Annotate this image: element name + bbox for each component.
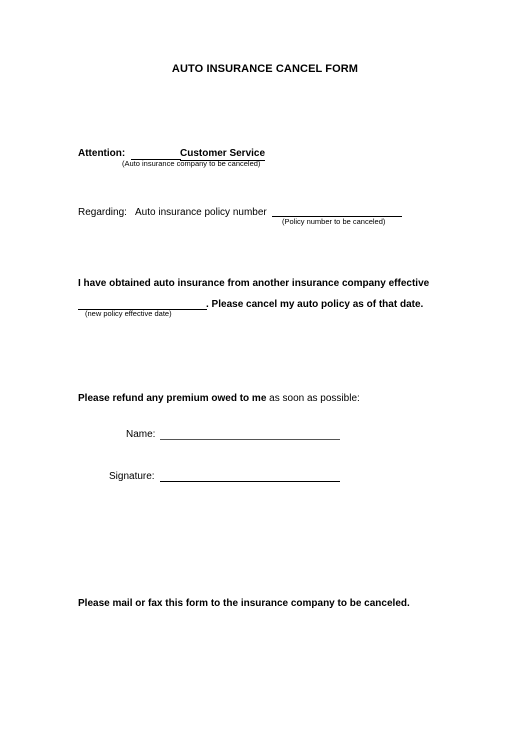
signature-label: Signature: bbox=[109, 471, 155, 482]
name-line[interactable] bbox=[160, 439, 340, 440]
refund-bold: Please refund any premium owed to me bbox=[78, 393, 267, 404]
regarding-text: Auto insurance policy number bbox=[135, 207, 267, 218]
attention-label: Attention: bbox=[78, 148, 126, 159]
effective-hint: (new policy effective date) bbox=[85, 309, 172, 318]
effective-statement: I have obtained auto insurance from another insurance company effective bbox=[78, 278, 430, 289]
policy-hint: (Policy number to be canceled) bbox=[282, 217, 386, 226]
name-label: Name: bbox=[126, 429, 156, 440]
attention-hint: (Auto insurance company to be canceled) bbox=[122, 159, 261, 168]
attention-value: Customer Service bbox=[180, 148, 266, 159]
signature-line[interactable] bbox=[160, 481, 340, 482]
refund-statement bbox=[78, 393, 360, 404]
refund-normal: as soon as possible: bbox=[266, 393, 360, 404]
form-title: AUTO INSURANCE CANCEL FORM bbox=[171, 63, 359, 75]
regarding-label: Regarding: bbox=[78, 207, 127, 218]
cancel-statement: . Please cancel my auto policy as of that date. bbox=[206, 299, 424, 310]
footer-instruction: Please mail or fax this form to the insurance company to be canceled. bbox=[78, 598, 410, 609]
